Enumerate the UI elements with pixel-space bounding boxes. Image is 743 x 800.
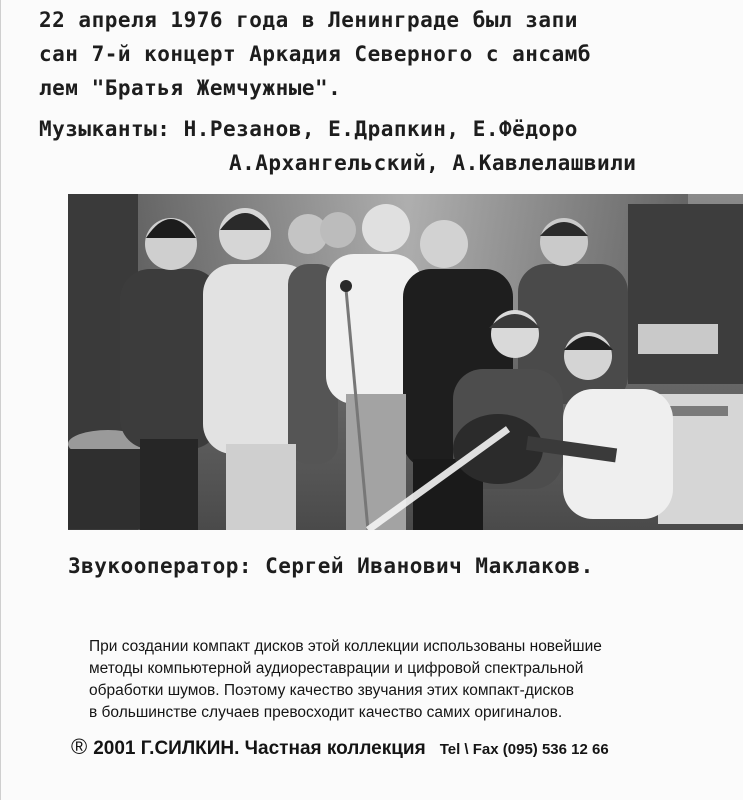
- group-photo: [68, 194, 743, 530]
- notice-line: При создании компакт дисков этой коллекции использованы новейшие: [89, 638, 602, 655]
- group-photo-image: [68, 194, 743, 530]
- musicians-line-1: Музыканты: Н.Резанов, Е.Драпкин, Е.Фёдоро: [39, 117, 578, 141]
- sound-engineer-credit: Звукооператор: Сергей Иванович Маклаков.: [68, 554, 594, 578]
- intro-line-1: 22 апреля 1976 года в Ленинграде был запи: [39, 8, 578, 32]
- musicians-line-2: А.Архангельский, А.Кавлелашвили: [229, 151, 637, 175]
- registered-mark-icon: ®: [71, 734, 88, 759]
- restoration-notice: [89, 636, 729, 724]
- copyright-footer: [71, 734, 609, 760]
- notice-line: методы компьютерной аудиореставрации и цифровой спектральной: [89, 660, 584, 677]
- notice-line: обработки шумов. Поэтому качество звучания этих компакт-дисков: [89, 682, 575, 699]
- intro-line-2: сан 7-й концерт Аркадия Северного с ансамб: [39, 42, 592, 66]
- notice-line: в большинстве случаев превосходит качество самих оригиналов.: [89, 704, 563, 721]
- copyright-text: 2001 Г.СИЛКИН. Частная коллекция: [93, 738, 426, 759]
- tel-fax-text: Tel \ Fax (095) 536 12 66: [439, 741, 609, 758]
- intro-line-3: лем "Братья Жемчужные".: [39, 76, 342, 100]
